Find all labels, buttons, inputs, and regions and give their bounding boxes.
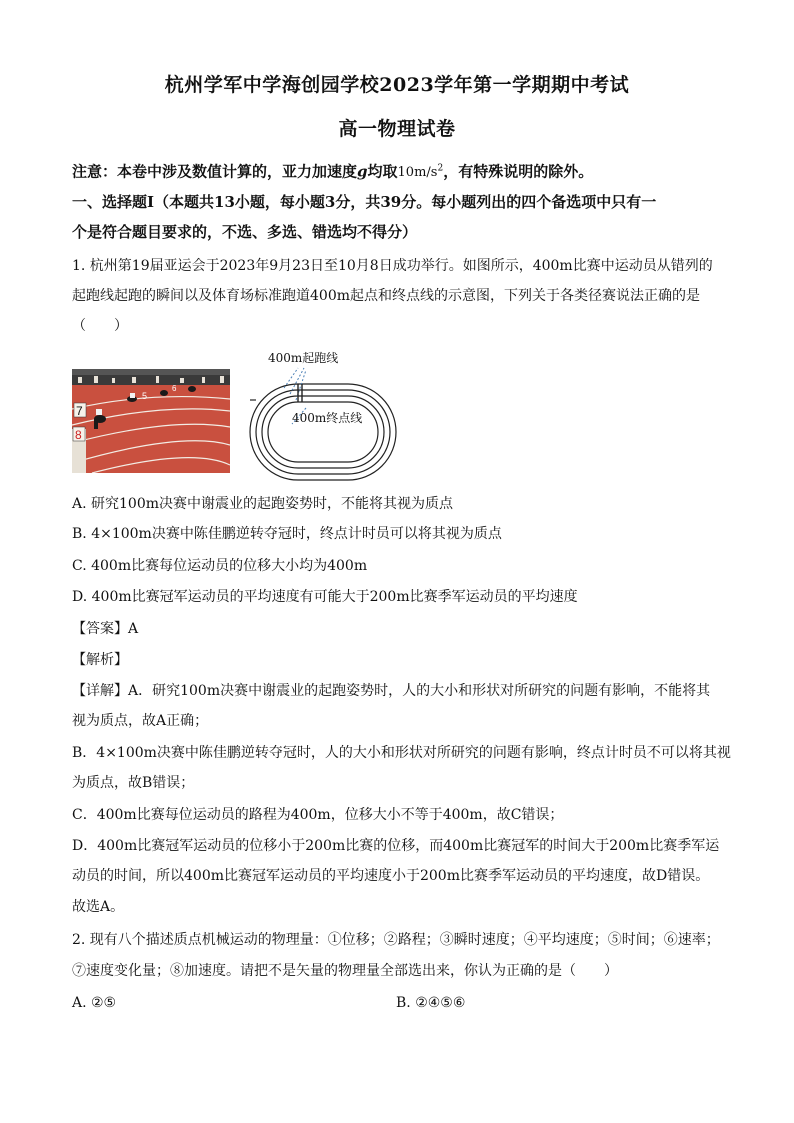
q2-option-a: A. ②⑤	[72, 995, 117, 1011]
q1-option-b: B. 4×100m决赛中陈佳鹏逆转夺冠时，终点计时员可以将其视为质点	[72, 526, 502, 542]
q1-option-a: A. 研究100m决赛中谢震业的起跑姿势时，不能将其视为质点	[72, 496, 454, 512]
photo-number-8: 8	[75, 428, 82, 442]
q1-detail-4: 为质点，故B错误；	[72, 775, 195, 791]
gravity-value: $10m/s^2$	[397, 164, 444, 181]
finish-line-label: 400m终点线	[292, 411, 363, 425]
q1-stem-1: 1. 杭州第19届亚运会于2023年9月23日至10月8日成功举行。如图所示，400m比赛中运动员从错列的	[72, 258, 713, 274]
track-photo	[72, 369, 230, 473]
q1-detail-6: D．400m比赛冠军运动员的位移小于200m比赛的位移，而400m比赛冠军的时间大于200m比赛季军运	[72, 838, 720, 854]
track-photo-image	[72, 369, 230, 473]
photo-number-5: 5	[142, 391, 148, 401]
q1-stem-2: 起跑线起跑的瞬间以及体育场标准跑道400m起点和终点线的示意图，下列关于各类径赛说法正确的是	[72, 288, 700, 304]
q1-detail-2: 视为质点，故A正确；	[72, 713, 209, 729]
exam-title: 杭州学军中学海创园学校2023学年第一学期期中考试	[164, 74, 630, 96]
track-diagram-svg	[244, 344, 404, 484]
start-line-label: 400m起跑线	[268, 351, 339, 365]
notice: 注意：本卷中涉及数值计算的，亚力加速度g均取$10m/s^2$，有特殊说明的除外。	[72, 162, 594, 181]
section-heading-cont: 个是符合题目要求的，不选、多选、错选均不得分）	[72, 223, 418, 241]
q1-option-d: D. 400m比赛冠军运动员的平均速度有可能大于200m比赛季军运动员的平均速度	[72, 589, 578, 605]
q1-answer: 【答案】A	[72, 621, 139, 637]
photo-number-7: 7	[76, 404, 83, 418]
q2-stem-2: ⑦速度变化量；⑧加速度。请把不是矢量的物理量全部选出来，你认为正确的是（ ）	[72, 963, 618, 979]
q1-detail-8: 故选A。	[72, 899, 125, 915]
exam-subtitle: 高一物理试卷	[338, 118, 456, 140]
q1-detail-3: B．4×100m决赛中陈佳鹏逆转夺冠时，人的大小和形状对所研究的问题有影响，终点计时员不可以将其视	[72, 745, 731, 761]
q1-detail-1: 【详解】A．研究100m决赛中谢震业的起跑姿势时，人的大小和形状对所研究的问题有影响，不能将其	[72, 683, 711, 699]
q1-option-c: C. 400m比赛每位运动员的位移大小均为400m	[72, 558, 368, 574]
section-heading: 一、选择题Ⅰ（本题共13小题，每小题3分，共39分。每小题列出的四个备选项中只有一	[72, 193, 657, 211]
q1-analysis-label: 【解析】	[72, 652, 128, 668]
q1-stem-3: （ ）	[72, 318, 128, 334]
photo-number-6: 6	[172, 384, 177, 393]
track-diagram	[244, 344, 404, 484]
q1-detail-7: 动员的时间，所以400m比赛冠军运动员的平均速度小于200m比赛季军运动员的平均速度，故D错误。	[72, 868, 710, 884]
q2-option-b: B. ②④⑤⑥	[396, 995, 466, 1011]
q1-detail-5: C．400m比赛每位运动员的路程为400m，位移大小不等于400m，故C错误；	[72, 807, 564, 823]
q2-stem-1: 2. 现有八个描述质点机械运动的物理量：①位移；②路程；③瞬时速度；④平均速度；⑤时间；⑥速率；	[72, 932, 720, 948]
